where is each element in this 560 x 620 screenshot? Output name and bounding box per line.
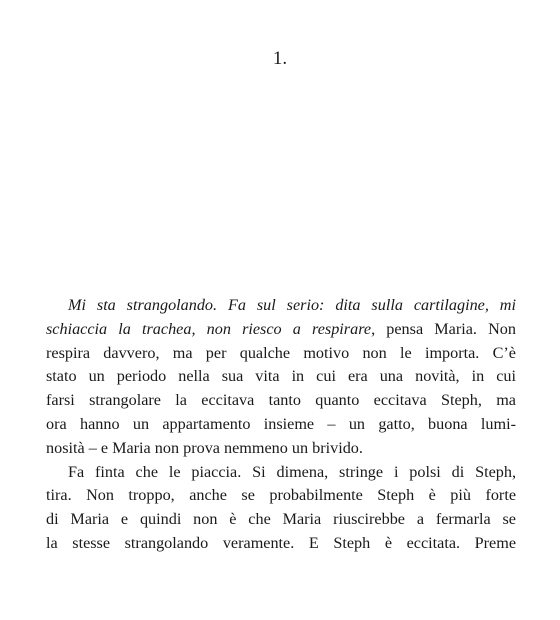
paragraph-2-line-2 [46, 484, 516, 508]
roman-text: respira davvero, ma per qualche motivo non le importa. C’è [46, 343, 516, 362]
paragraph-2-line-3 [46, 508, 516, 532]
paragraph-2-line-4 [46, 532, 516, 556]
chapter-body [46, 294, 516, 556]
paragraph-1-line-2 [46, 318, 516, 342]
paragraph-1-line-3 [46, 342, 516, 366]
roman-text: tira. Non troppo, anche se probabilmente Steph è più forte [46, 486, 516, 505]
italic-text: schiaccia la trachea, non riesco a respirare [46, 319, 372, 338]
roman-text: Fa finta che le piaccia. Si dimena, stringe i polsi di Steph, [68, 462, 516, 481]
chapter-number: 1. [272, 48, 288, 69]
paragraph-1-line-6 [46, 413, 516, 437]
paragraph-1-line-5 [46, 389, 516, 413]
roman-text: , pensa Maria. Non [371, 319, 516, 338]
roman-text: la stesse strangolando veramente. E Steph è eccitata. Preme [46, 533, 516, 552]
roman-text: di Maria e quindi non è che Maria riuscirebbe a fermarla se [46, 510, 516, 529]
roman-text: ora hanno un appartamento insieme – un gatto, buona lumi- [46, 414, 516, 433]
roman-text: stato un periodo nella sua vita in cui era una novità, in cui [46, 367, 516, 386]
italic-text: Mi sta strangolando. Fa sul serio: dita sulla cartilagine, mi [68, 296, 516, 314]
roman-text: farsi strangolare la eccitava tanto quanto eccitava Steph, ma [46, 391, 516, 410]
paragraph-2-line-1 [46, 461, 516, 485]
paragraph-1-line-4 [46, 365, 516, 389]
paragraph-1-line-7 [46, 437, 516, 461]
paragraph-1-line-1 [46, 294, 516, 318]
roman-text: nosità – e Maria non prova nemmeno un brivido. [46, 438, 363, 457]
